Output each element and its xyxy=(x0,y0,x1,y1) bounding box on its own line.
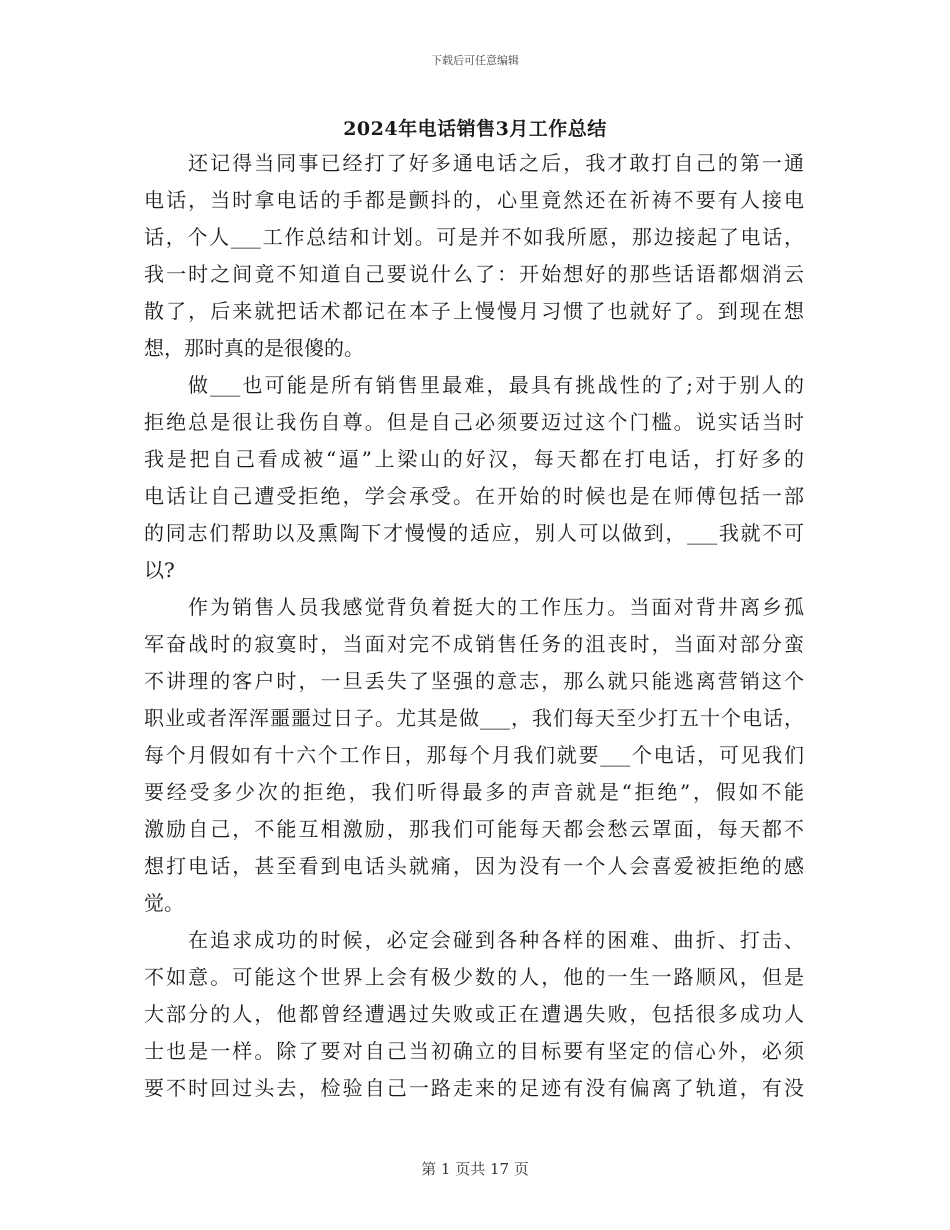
document-title: 2024年电话销售3月工作总结 xyxy=(343,118,607,140)
text-line: 觉。 xyxy=(144,891,184,915)
text-line: 职业或者浑浑噩噩过日子。尤其是做___，我们每天至少打五十个电话， xyxy=(144,706,804,730)
text-line: 还记得当同事已经打了好多通电话之后，我才敢打自己的第一通 xyxy=(188,151,804,175)
text-line: 我一时之间竟不知道自己要说什么了：开始想好的那些话语都烟消云 xyxy=(144,262,804,286)
text-line: 想打电话，甚至看到电话头就痛，因为没有一个人会喜爱被拒绝的感 xyxy=(144,854,804,878)
text-line: 电话让自己遭受拒绝，学会承受。在开始的时候也是在师傅包括一部 xyxy=(144,484,804,508)
text-line: 不如意。可能这个世界上会有极少数的人，他的一生一路顺风，但是 xyxy=(144,965,804,989)
text-line: 拒绝总是很让我伤自尊。但是自己必须要迈过这个门槛。说实话当时 xyxy=(144,410,804,434)
page-footer: 第 1 页共 17 页 xyxy=(421,1160,529,1178)
text-line: 每个月假如有十六个工作日，那每个月我们就要___个电话，可见我们 xyxy=(144,743,804,767)
text-line: 做___也可能是所有销售里最难，最具有挑战性的了;对于别人的 xyxy=(188,373,804,397)
text-line: 不讲理的客户时，一旦丢失了坚强的意志，那么就只能逃离营销这个 xyxy=(144,669,804,693)
text-line: 想，那时真的是很傻的。 xyxy=(144,336,364,360)
paragraph-4 xyxy=(144,922,804,1107)
paragraph-2 xyxy=(144,367,804,589)
text-line: 要经受多少次的拒绝，我们听得最多的声音就是“拒绝”，假如不能 xyxy=(144,780,804,804)
paragraph-1 xyxy=(144,145,804,367)
text-line: 军奋战时的寂寞时，当面对完不成销售任务的沮丧时，当面对部分蛮 xyxy=(144,632,804,656)
text-line: 要不时回过头去，检验自己一路走来的足迹有没有偏离了轨道，有没 xyxy=(144,1076,804,1100)
paragraph-3 xyxy=(144,589,804,922)
text-line: 激励自己，不能互相激励，那我们可能每天都会愁云罩面，每天都不 xyxy=(144,817,804,841)
text-line: 的同志们帮助以及熏陶下才慢慢的适应，别人可以做到，___我就不可 xyxy=(144,521,804,545)
text-line: 作为销售人员我感觉背负着挺大的工作压力。当面对背井离乡孤 xyxy=(188,595,804,619)
text-line: 在追求成功的时候，必定会碰到各种各样的困难、曲折、打击、 xyxy=(188,928,804,952)
text-line: 电话，当时拿电话的手都是颤抖的，心里竟然还在祈祷不要有人接电 xyxy=(144,188,804,212)
text-line: 话，个人___工作总结和计划。可是并不如我所愿，那边接起了电话， xyxy=(144,225,804,249)
text-line: 我是把自己看成被“逼”上梁山的好汉，每天都在打电话，打好多的 xyxy=(144,447,804,471)
text-line: 大部分的人，他都曾经遭遇过失败或正在遭遇失败，包括很多成功人 xyxy=(144,1002,804,1026)
page-header: 下载后可任意编辑 xyxy=(431,54,519,67)
text-line: 以? xyxy=(144,558,175,582)
text-line: 散了，后来就把话术都记在本子上慢慢月习惯了也就好了。到现在想 xyxy=(144,299,804,323)
text-line: 士也是一样。除了要对自己当初确立的目标要有坚定的信心外，必须 xyxy=(144,1039,804,1063)
